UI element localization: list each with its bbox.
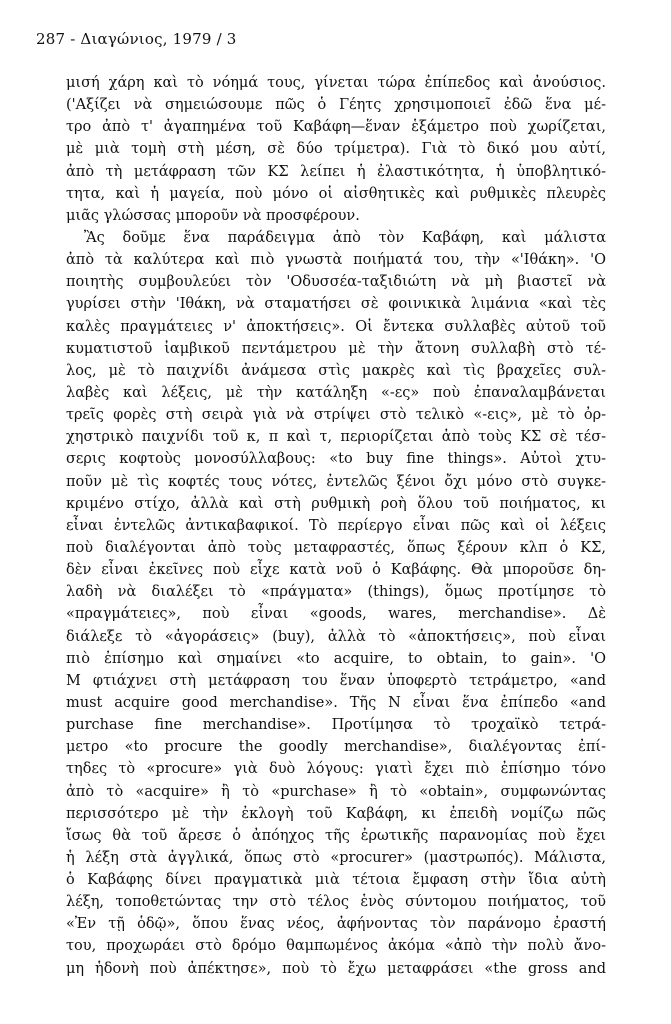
text-line: ὁ Καβάφης δίνει πραγματικὰ μιὰ τέτοια ἔμφαση στὴν ἴδια αὐτὴ <box>66 872 606 889</box>
text-line: μιᾶς γλώσσας μποροῦν νὰ προσφέρουν. <box>66 207 360 224</box>
text-line: χηστρικὸ παιχνίδι τοῦ κ, π καὶ τ, περιορίζεται ἀπὸ τοὺς ΚΣ σὲ τέσ- <box>66 429 606 446</box>
text-line: λος, μὲ τὸ παιχνίδι ἀνάμεσα στὶς μακρὲς καὶ τὶς βραχεῖες συλ- <box>66 362 606 379</box>
text-line: «πραγμάτειες», ποὺ εἶναι «goods, wares, merchandise». Δὲ <box>66 606 606 623</box>
text-line: καλὲς πραγμάτειες ν' ἀποκτήσεις». Οἱ ἔντεκα συλλαβὲς αὐτοῦ τοῦ <box>66 318 606 335</box>
text-line: μετρο «to procure the goodly merchandise», διαλέγοντας ἐπί- <box>66 739 606 756</box>
text-line: purchase fine merchandise». Προτίμησα τὸ τροχαϊκὸ τετρά- <box>66 717 606 734</box>
text-line: λαβὲς καὶ λέξεις, μὲ τὴν κατάληξη «-ες» ποὺ ἐπαναλαμβάνεται <box>66 384 606 401</box>
text-line: κυματιστοῦ ἰαμβικοῦ πεντάμετρου μὲ τὴν ἄτονη συλλαβὴ στὸ τέ- <box>66 340 606 357</box>
text-line: σερις κοφτοὺς μονοσύλλαβους: «to buy fine things». Αὐτοὶ χτυ- <box>66 451 606 468</box>
text-line: λέξη, τοποθετώντας την στὸ τέλος ἑνὸς σύντομου ποιήματος, τοῦ <box>66 894 606 911</box>
text-line: δὲν εἶναι ἐκεῖνες ποὺ εἶχε κατὰ νοῦ ὁ Καβάφης. Θὰ μποροῦσε δη- <box>66 562 606 579</box>
text-line: εἶναι ἐντελῶς ἀντικαβαφικοί. Τὸ περίεργο εἶναι πῶς καὶ οἱ λέξεις <box>66 517 606 534</box>
text-line: μὲ μιὰ τομὴ στὴ μέση, σὲ δύο τρίμετρα). Γιὰ τὸ δικό μου αὐτί, <box>66 141 606 158</box>
text-line: ποιητὴς συμβουλεύει τὸν 'Οδυσσέα-ταξιδιώτη νὰ μὴ βιαστεῖ νὰ <box>66 274 606 291</box>
text-line: Μ φτιάχνει στὴ μετάφραση του ἕναν ὑποφερτὸ τετράμετρο, «and <box>66 672 606 689</box>
text-line: τητα, καὶ ἡ μαγεία, ποὺ μόνο οἱ αἰσθητικὲς καὶ ρυθμικὲς πλευρὲς <box>66 185 606 202</box>
text-line: ἴσως θὰ τοῦ ἄρεσε ὁ ἀπόηχος τῆς ἐρωτικῆς παρανομίας ποὺ ἔχει <box>66 827 606 844</box>
text-line: ἀπὸ τὴ μετάφραση τῶν ΚΣ λείπει ἡ ἐλαστικότητα, ἡ ὑποβλητικό- <box>66 163 606 180</box>
text-line: διάλεξε τὸ «ἀγοράσεις» (buy), ἀλλὰ τὸ «ἀποκτήσεις», ποὺ εἶναι <box>66 628 606 645</box>
text-line: λαδὴ νὰ διαλέξει τὸ «πράγματα» (things), ὅμως προτίμησε τὸ <box>66 584 606 601</box>
text-line: τηδες τὸ «procure» γιὰ δυὸ λόγους: γιατὶ ἔχει πιὸ ἐπίσημο τόνο <box>66 761 606 778</box>
text-line: του, προχωράει στὸ δρόμο θαμπωμένος ἀκόμα «ἀπὸ τὴν πολὺ ἄνο- <box>66 938 606 955</box>
text-line: ἀπὸ τὰ καλύτερα καὶ πιὸ γνωστὰ ποιήματά του, τὴν «'Ιθάκη». 'Ο <box>66 252 606 269</box>
text-line: κριμένο στίχο, ἀλλὰ καὶ στὴ ρυθμικὴ ροὴ ὅλου τοῦ ποιήματος, κι <box>66 495 606 512</box>
text-line: περισσότερο μὲ τὴν ἐκλογὴ τοῦ Καβάφη, κι ἐπειδὴ νομίζω πῶς <box>66 805 606 822</box>
text-line: ποὺ διαλέγονται ἀπὸ τοὺς μεταφραστές, ὅπως ξέρουν κλπ ὁ ΚΣ, <box>66 539 606 556</box>
text-line: γυρίσει στὴν 'Ιθάκη, νὰ σταματήσει σὲ φοινικικὰ λιμάνια «καὶ τὲς <box>66 296 606 313</box>
text-line: τρο ἀπὸ τ' ἀγαπημένα τοῦ Καβάφη—ἕναν ἑξάμετρο ποὺ χωρίζεται, <box>66 119 606 136</box>
text-line: ('Αξίζει νὰ σημειώσουμε πῶς ὁ Γέητς χρησιμοποιεῖ ἐδῶ ἕνα μέ- <box>66 97 606 114</box>
text-line: «Ἐν τῇ ὁδῷ», ὅπου ἕνας νέος, ἀφήνοντας τὸν παράνομο ἐραστή <box>66 916 606 933</box>
body-text <box>66 72 606 980</box>
text-line: μισή χάρη καὶ τὸ νόημά τους, γίνεται τώρα ἐπίπεδος καὶ ἀνούσιος. <box>66 75 606 91</box>
text-line: πιὸ ἐπίσημο καὶ σημαίνει «to acquire, to obtain, to gain». 'Ο <box>66 650 606 667</box>
running-head: 287 - Διαγώνιος, 1979 / 3 <box>36 30 237 48</box>
text-line: ἀπὸ τὸ «acquire» ἢ τὸ «purchase» ἢ τὸ «obtain», συμφωνώντας <box>66 783 606 800</box>
text-line: ποῦν μὲ τὶς κοφτές τους νότες, ἐντελῶς ξένοι ὄχι μόνο στὸ συγκε- <box>66 473 606 490</box>
text-line: ἡ λέξη στὰ ἀγγλικά, ὅπως στὸ «procurer» (μαστρωπός). Μάλιστα, <box>66 849 606 866</box>
text-line: τρεῖς φορὲς στὴ σειρὰ γιὰ νὰ στρίψει στὸ τελικὸ «-εις», μὲ τὸ ὀρ- <box>66 407 606 424</box>
text-line: Ἂς δοῦμε ἕνα παράδειγμα ἀπὸ τὸν Καβάφη, καὶ μάλιστα <box>84 229 606 246</box>
text-line: μη ἡδονὴ ποὺ ἀπέκτησε», ποὺ τὸ ἔχω μεταφράσει «the gross and <box>66 960 606 977</box>
text-line: must acquire good merchandise». Τῆς Ν εἶναι ἕνα ἐπίπεδο «and <box>66 694 606 711</box>
